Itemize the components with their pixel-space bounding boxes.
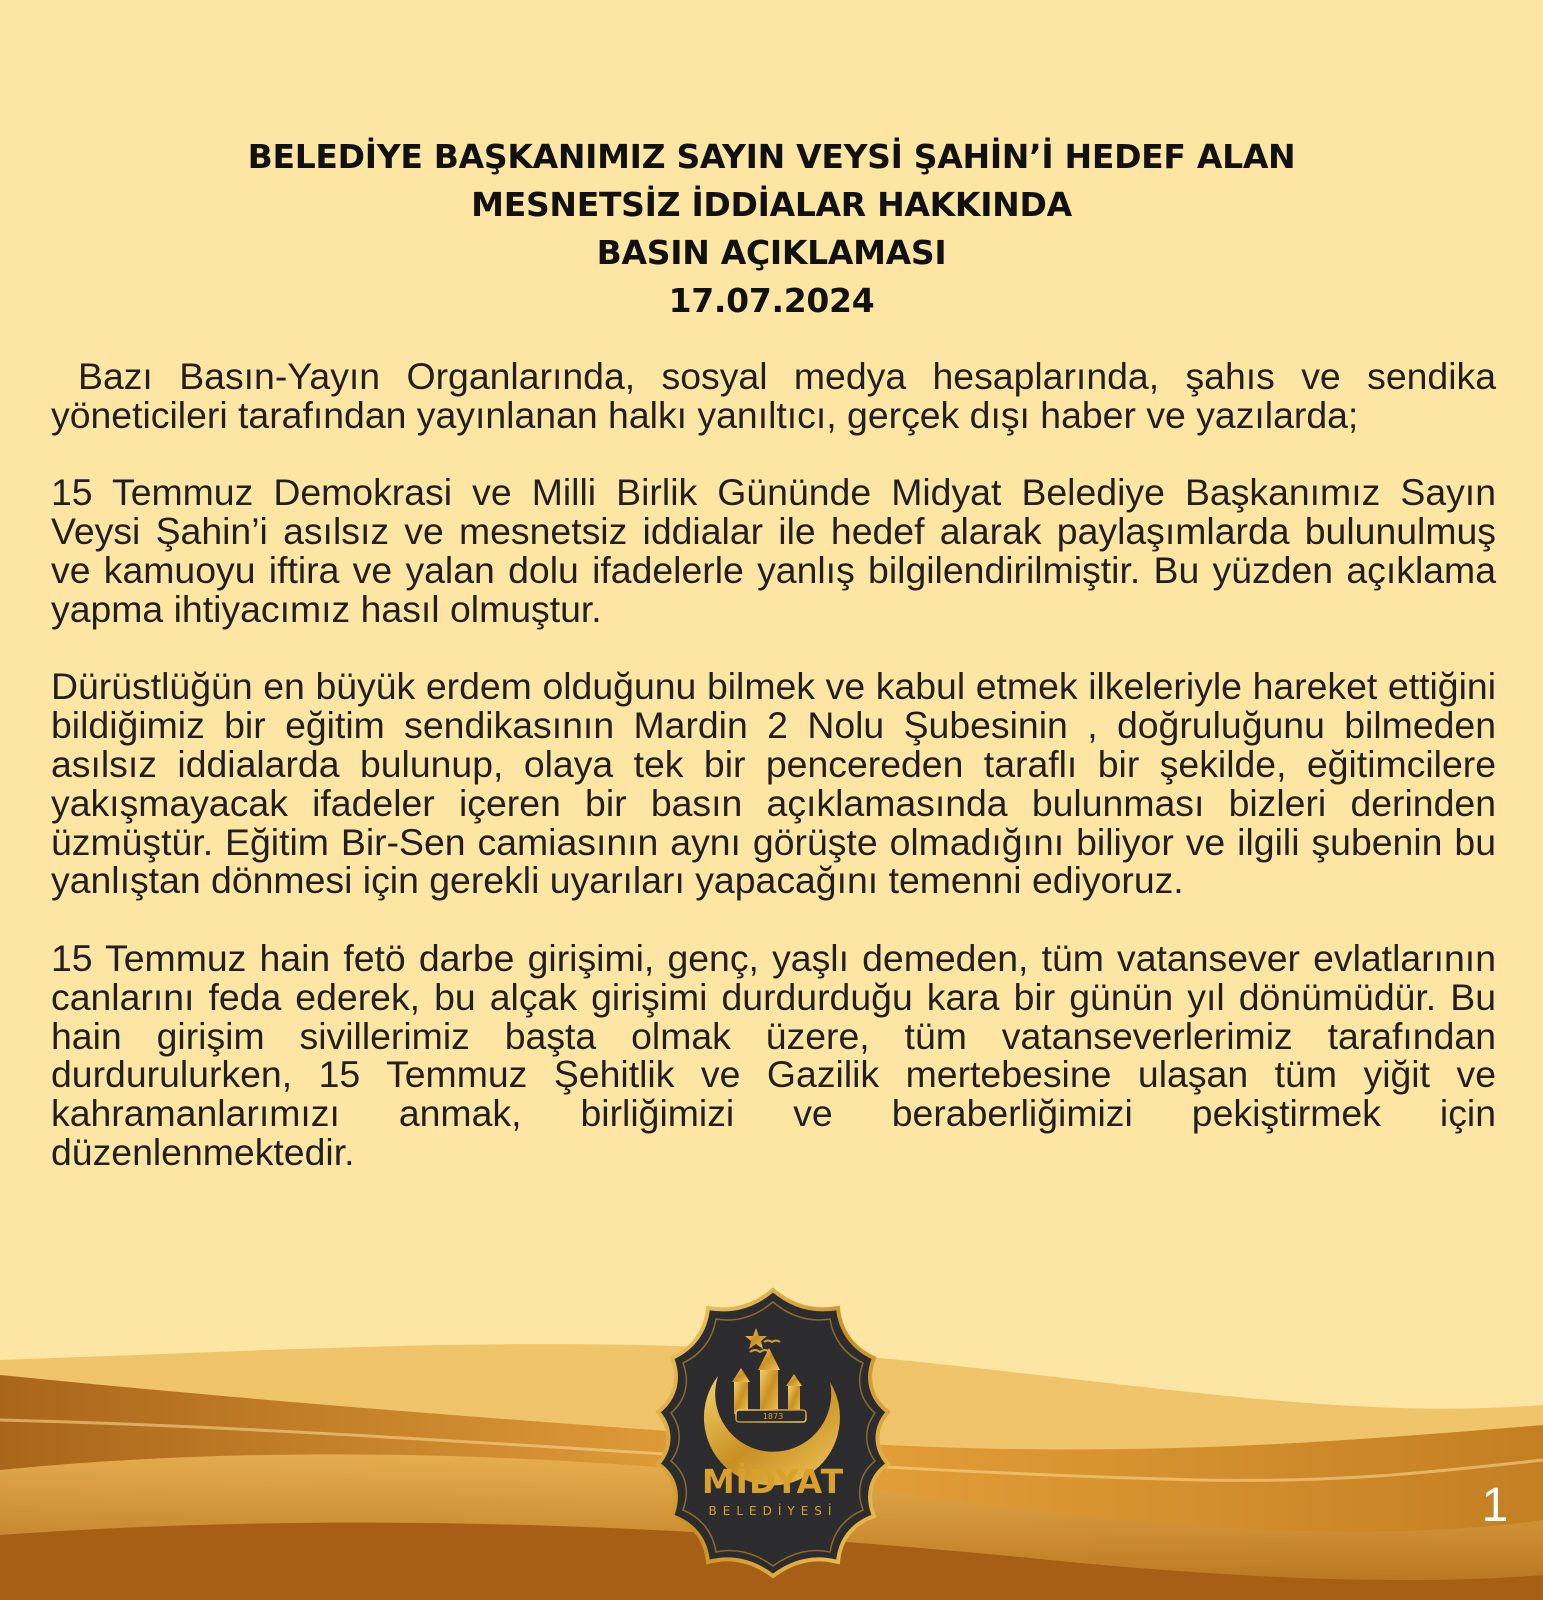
title-line: BELEDİYE BAŞKANIMIZ SAYIN VEYSİ ŞAHİN’İ HEDEF ALAN	[247, 137, 1296, 176]
paragraph: 15 Temmuz Demokrasi ve Milli Birlik Gününde Midyat Belediye Başkanımız Sayın Veysi Şahin’i asılsız ve mesnetsiz iddialar ile hedef alarak paylaşımlarda bulunulmuş ve kamuoyu iftira ve yalan dolu ifadelerle yanlış bilgilendirilmiştir. Bu yüzden açıklama yapma ihtiyacımız hasıl olmuştur.	[51, 471, 1496, 630]
midyat-municipality-emblem-icon	[626, 1286, 920, 1580]
paragraph: Bazı Basın-Yayın Organlarında, sosyal medya hesaplarında, şahıs ve sendika yöneticileri tarafından yayınlanan halkı yanıltıcı, gerçek dışı haber ve yazılarda;	[51, 355, 1496, 436]
paragraph: Dürüstlüğün en büyük erdem olduğunu bilmek ve kabul etmek ilkeleriyle hareket ettiğini bildiğimiz bir eğitim sendikasının Mardin 2 Nolu Şubesinin , doğruluğunu bilmeden asılsız iddialarda bulunup, olaya tek bir pencereden taraflı bir şekilde, eğitimcilere yakışmayacak ifadeler içeren bir basın açıklamasında bulunması bizleri derinden üzmüştür. Eğitim Bir-Sen camiasının aynı görüşte olmadığını biliyor ve ilgili şubenin bu yanlıştan dönmesi için gerekli uyarıları yapacağını temenni ediyoruz.	[51, 665, 1496, 902]
press-release-title	[100, 133, 1443, 325]
title-line: BASIN AÇIKLAMASI	[596, 233, 947, 272]
title-line: MESNETSİZ İDDİALAR HAKKINDA	[471, 185, 1072, 224]
emblem-subtitle: BELEDİYESİ	[708, 1504, 838, 1518]
title-date: 17.07.2024	[668, 281, 875, 320]
press-release-body	[51, 357, 1496, 1211]
paragraph: 15 Temmuz hain fetö darbe girişimi, genç, yaşlı demeden, tüm vatansever evlatlarının canlarını feda ederek, bu alçak girişimi durdurduğu kara bir günün yıl dönümüdür. Bu hain girişim sivillerimiz başta olmak üzere, tüm vatanseverlerimiz tarafından durdurulurken, 15 Temmuz Şehitlik ve Gazilik mertebesine ulaşan tüm yiğit ve kahramanlarımızı anmak, birliğimizi ve beraberliğimizi pekiştirmek için düzenlenmektedir.	[51, 936, 1496, 1173]
emblem-year: 1873	[762, 1412, 784, 1421]
page-number: 1	[1481, 1479, 1509, 1532]
emblem-name: MİDYAT	[701, 1462, 845, 1501]
